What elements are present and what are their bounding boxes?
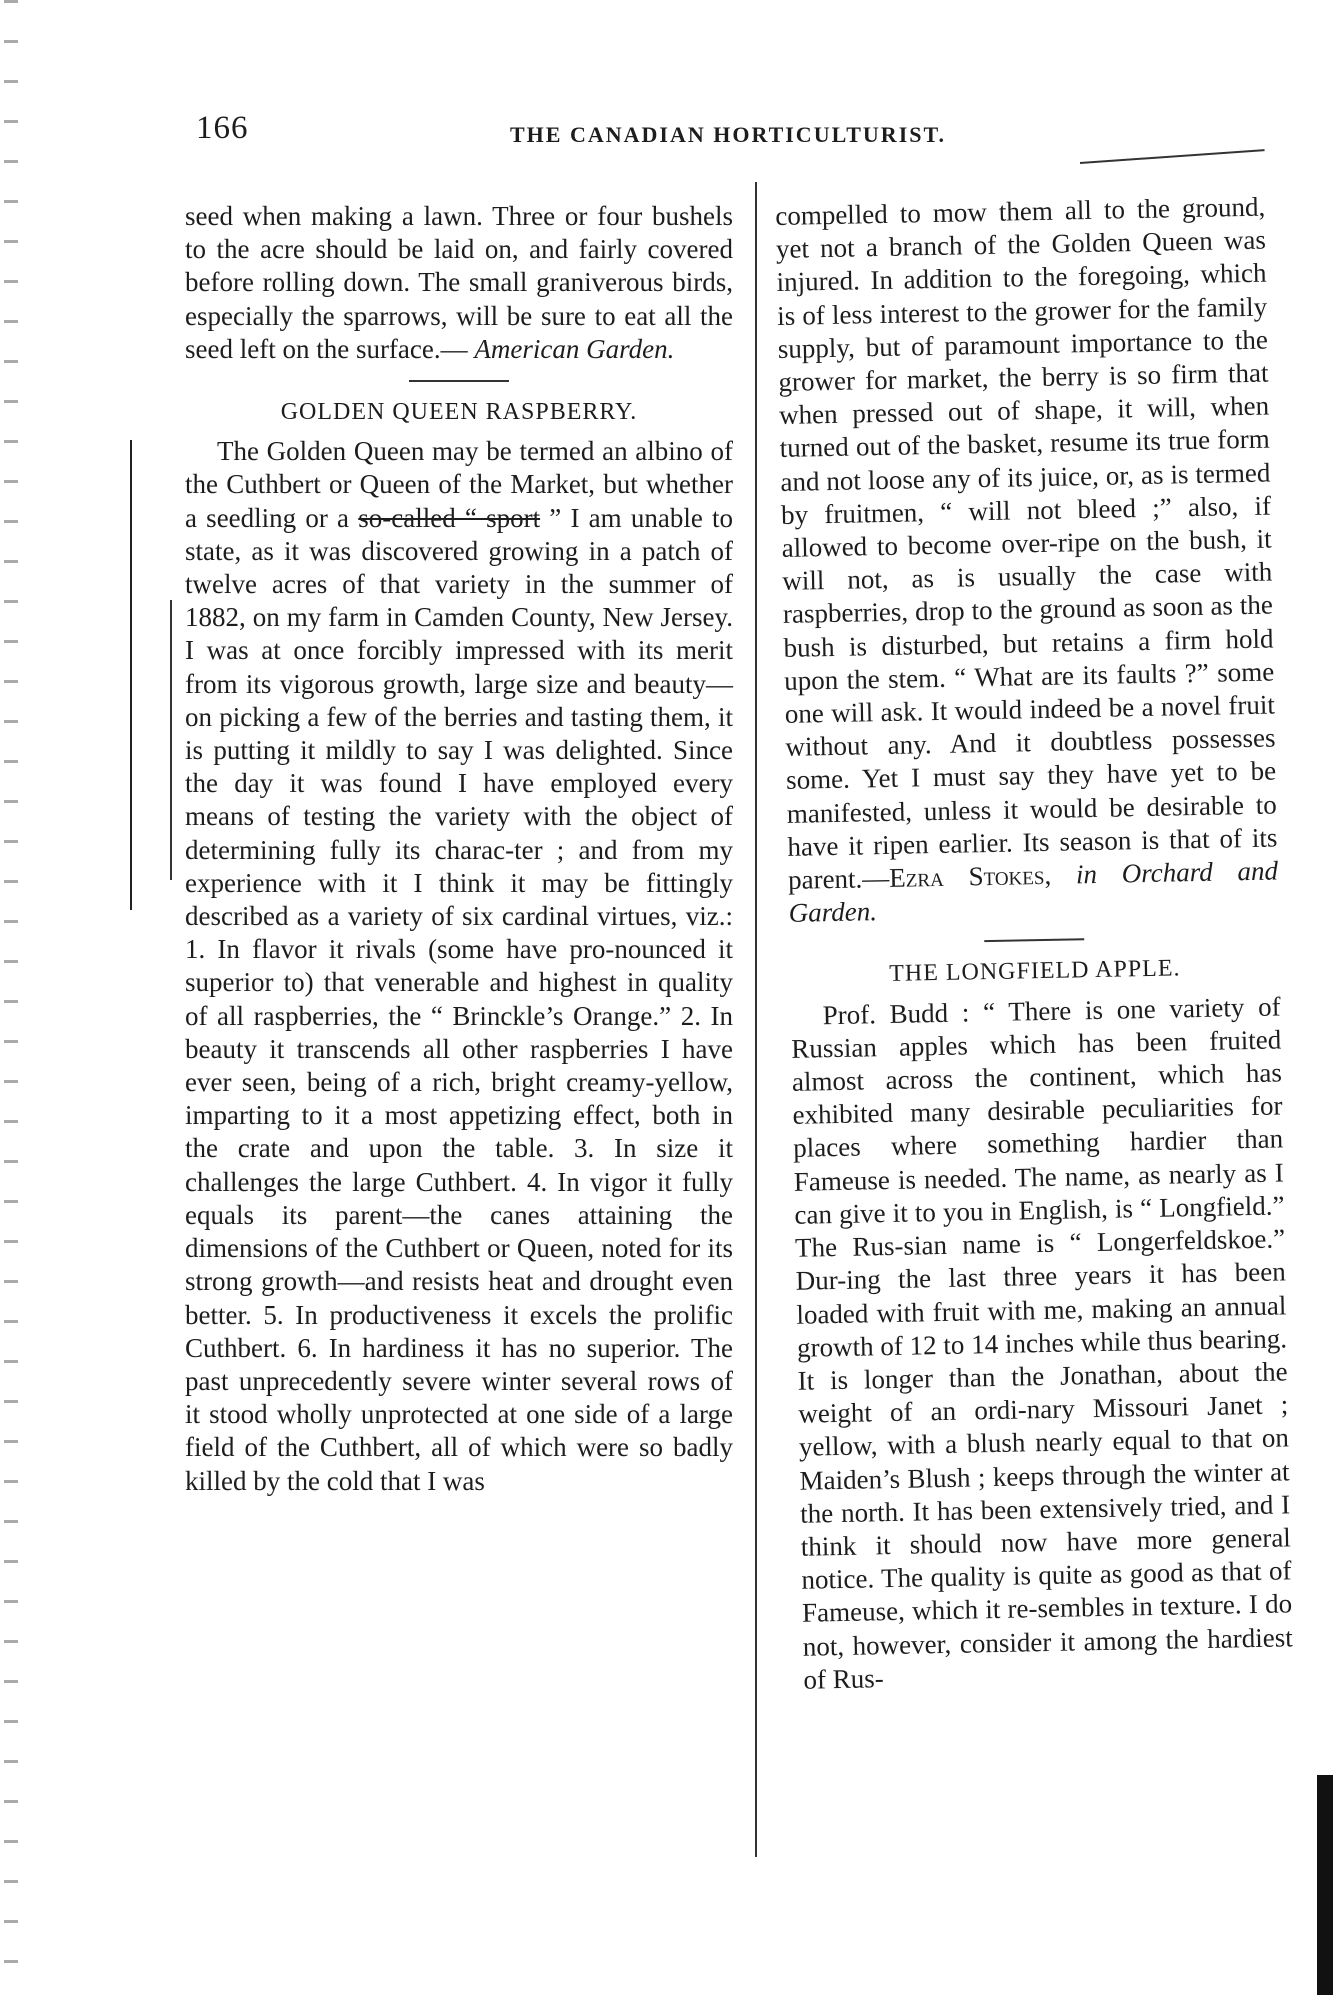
- header-rule: [1080, 149, 1265, 164]
- article-continued-text: compelled to mow them all to the ground, yet not a branch of the Golden Queen was injured. In addition to the foregoing, which is of less interest to the grower for the family supply, but of paramount importance to the grower for market, the berry is so firm that when pressed out of shape, it will, when turned out of the basket, resume its true form and not loose any of its juice, or, as is termed by fruitmen, “ will not bleed ;” also, if allowed to become over-ripe on the bush, it will not, as is usually the case with raspberries, drop to the ground as soon as the bush is disturbed, but retains a firm hold upon the stem. “ What are its faults ?” some one will ask. It would indeed be a novel fruit without any. And it doubtless possesses some. Yet I must say they have yet to be manifested, unless it would be desirable to have it ripen earlier. Its season is that of its parent.—: [775, 191, 1278, 895]
- article-paragraph: [185, 435, 733, 1498]
- article-source: in Orchard and Garden.: [788, 855, 1279, 929]
- section-rule-2: [984, 939, 1084, 943]
- journal-title: THE CANADIAN HORTICULTURIST.: [510, 122, 947, 147]
- right-column: [775, 191, 1293, 1697]
- article-heading-golden-queen: GOLDEN QUEEN RASPBERRY.: [280, 399, 638, 426]
- article-author: Ezra Stokes,: [888, 859, 1052, 893]
- page-number: 166: [196, 110, 249, 146]
- intro-text: seed when making a lawn. Three or four bushels to the acre should be laid on, and fairly covered before rolling down. The small graniverous birds, especially the sparrows, will be sure to eat all the seed left on the surface.—: [185, 201, 733, 364]
- section-rule: [409, 380, 509, 382]
- article-continued-paragraph: [775, 191, 1279, 931]
- article-text-rest: ” I am unable to state, as it was discovered growing in a patch of twelve acres of that variety in the summer of 1882, on my farm in Camden County, New Jersey. I was at once forcibly impressed with its merit from its vigorous growth, large size and beauty—on picking a few of the berries and tasting them, it is putting it mildly to say I was delighted. Since the day it was found I have employed every means of testing the variety with the object of determining fully its charac-ter ; and from my experience with it I think it may be fittingly described as a variety of six cardinal virtues, viz.: 1. In flavor it rivals (some have pro-nounced it superior to) that venerable and highest in quality of all raspberries, the “ Brinckle’s Orange.” 2. In beauty it transcends all other raspberries I have ever seen, being of a rich, bright creamy-yellow, imparting to it a most appetizing effect, both in the crate and upon the table. 3. In size it challenges the large Cuthbert. 4. In vigor it fully equals its parent—the canes attaining the dimensions of the Cuthbert or Queen, noted for its strong growth—and resists heat and drought even better. 5. In productiveness it excels the prolific Cuthbert. 6. In hardiness it has no superior. The past unprecedently severe winter several rows of it stood wholly unprotected at one side of a large field of the Cuthbert, all of which were so badly killed by the cold that I was: [185, 502, 734, 1496]
- article-heading-longfield-apple: THE LONGFIELD APPLE.: [888, 955, 1181, 988]
- margin-annotation-line: [130, 440, 132, 910]
- intro-paragraph: [185, 200, 733, 366]
- struck-out-text: so-called “ sport: [358, 502, 541, 533]
- left-column: [185, 200, 733, 1498]
- article-paragraph-longfield: Prof. Budd : “ There is one variety of Russian apples which has been fruited almost across the continent, which has exhibited many desirable peculiarities for places where something hardier than Fameuse is needed. The name, as nearly as I can give it to you in English, is “ Longfield.” The Rus-sian name is “ Longerfeldskoe.” Dur-ing the last three years it has been loaded with fruit with me, making an annual growth of 12 to 14 inches while thus bearing. It is longer than the Jonathan, about the weight of an ordi-nary Missouri Janet ; yellow, with a blush nearly equal to that on Maiden’s Blush ; keeps through the winter at the north. It has been extensively tried, and I think it should now have more general notice. The quality is quite as good as that of Fameuse, which it re-sembles in texture. I do not, however, consider it among the hardiest of Rus-: [791, 991, 1293, 1695]
- page-edge-shadow: [1317, 1775, 1333, 1995]
- page-edge-marks: [4, 0, 18, 1995]
- intro-source: American Garden.: [474, 333, 675, 364]
- column-divider: [755, 182, 757, 1857]
- margin-annotation-line-inner: [170, 600, 172, 880]
- article-text-start: The Golden Queen may be termed an albino of the Cuthbert or Queen of the Market, but whether a seedling or a: [185, 436, 733, 533]
